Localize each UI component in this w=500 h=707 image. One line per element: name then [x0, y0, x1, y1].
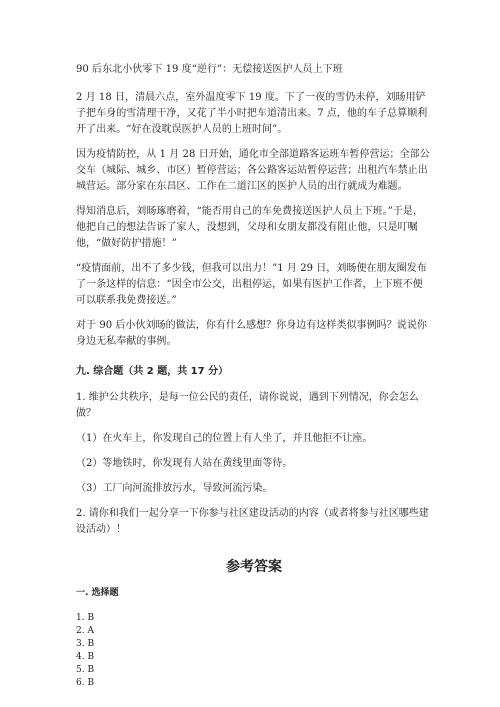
answers-section-heading: 一. 选择题: [76, 588, 119, 598]
passage-title: 90 后东北小伙零下 19 度“逆行”：无偿接送医护人员上下班: [76, 64, 343, 75]
answer-item: 1. B: [76, 613, 95, 623]
passage-paragraph-2: 因为疫情防控，从 1 月 28 日开始，通化市全部道路客运班车暂停营运；全部公交车（城际、城乡、市区）暂停营运；各公路客运站暂停运营；出租汽车禁止出城营运。部分家在东昌区、工作在二道江区的医护人员的出行就成为难题。: [76, 149, 430, 192]
question-1-item-1: （1）在火车上，你发现自己的位置上有人坐了，并且他拒不让座。: [76, 433, 373, 444]
question-1: 1. 维护公共秩序，是每一位公民的责任，请你说说，遇到下列情况，你会怎么做？: [76, 392, 419, 419]
answer-list: [76, 612, 432, 690]
question-1-item-2: （2）等地铁时，你发现有人站在黄线里面等待。: [76, 458, 293, 469]
answer-item: 5. B: [76, 665, 95, 675]
answer-item: 6. B: [76, 678, 95, 688]
passage-paragraph-3: 得知消息后，刘旸琢磨着，“能否用自己的车免费接送医护人员上下班。”于是，他把自己的想法告诉了家人，没想到，父母和女朋友都没有阻止他，只是叮嘱他，“做好防护措施！”: [76, 206, 424, 249]
question-1-item-3: （3）工厂向河流排放污水，导致河流污染。: [76, 483, 273, 494]
document-page: [76, 62, 432, 690]
passage-paragraph-1: 2 月 18 日，清晨六点，室外温度零下 19 度。下了一夜的雪仍未停，刘旸用铲子把车身的雪清理干净，又花了半小时把车道清出来。7 点，他的车子总算顺利开了出来。“好在没耽误医护人员的上班时间”。: [76, 92, 428, 135]
passage-question: 对于 90 后小伙刘旸的做法，你有什么感想？你身边有这样类似事例吗？说说你身边无私奉献的事例。: [76, 320, 427, 347]
answers-title: 参考答案: [226, 559, 282, 575]
section-heading: 九. 综合题（共 2 题，共 17 分）: [76, 366, 229, 377]
answer-item: 4. B: [76, 652, 95, 662]
passage-paragraph-4: “疫情面前，出不了多少钱，但我可以出力！”1 月 29 日，刘旸便在朋友圈发布了一条这样的信息：“因全市公交，出租停运，如果有医护工作者，上下班不便可以联系我免费接送。”: [76, 263, 427, 306]
answer-item: 3. B: [76, 639, 95, 649]
question-2: 2. 请你和我们一起分享一下你参与社区建设活动的内容（或者将参与社区哪些建设活动）！: [76, 508, 429, 535]
answer-item: 2. A: [76, 626, 94, 636]
